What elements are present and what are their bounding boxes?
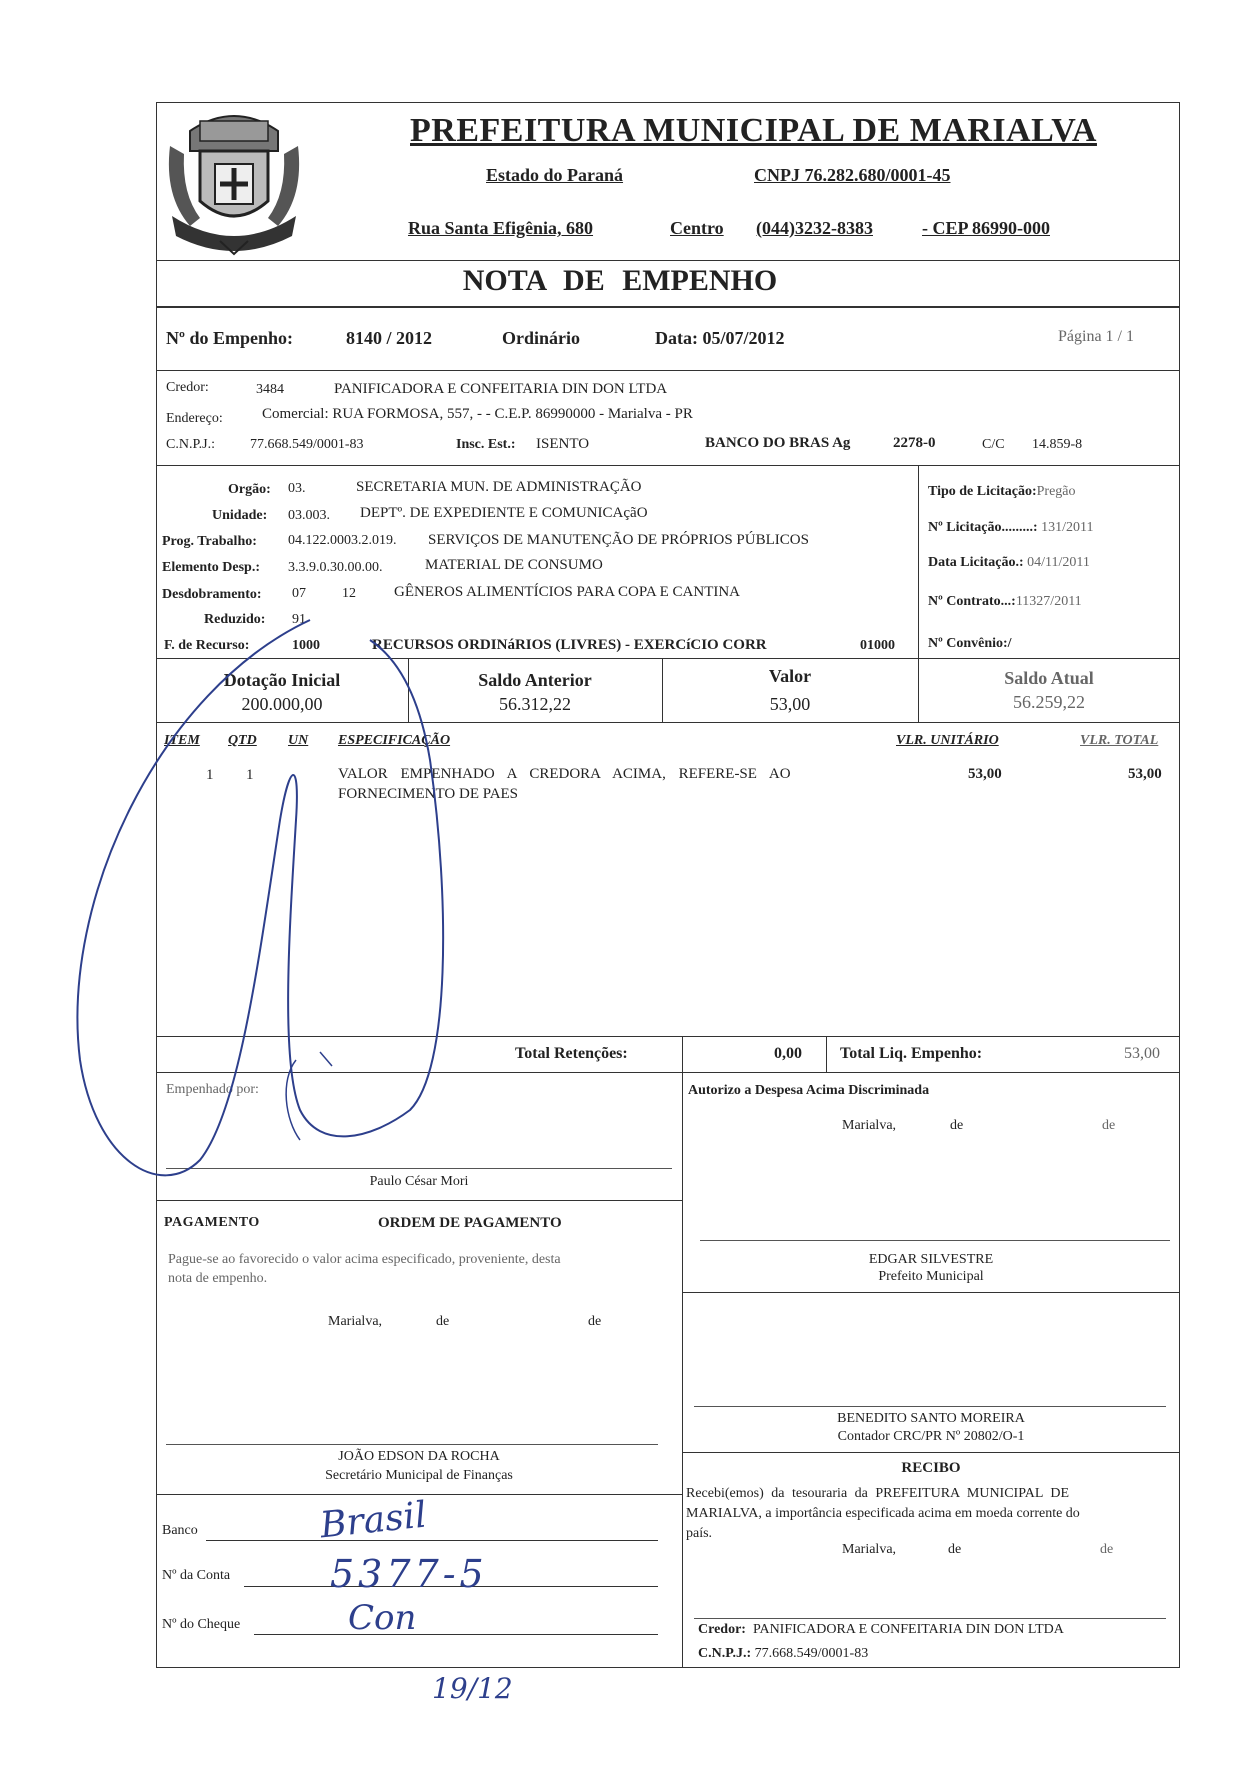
num-licitacao: 131/2011	[1041, 520, 1094, 535]
col-especificacao: ESPECIFICAÇÃO	[338, 733, 451, 748]
prog-label: Prog. Trabalho:	[162, 534, 257, 549]
saldo-atual-label: Saldo Atual	[1004, 668, 1094, 688]
saldo-anterior-value: 56.312,22	[499, 694, 571, 714]
document-title: NOTA DE EMPENHO	[462, 264, 778, 297]
cnpj-credor: 77.668.549/0001-83	[250, 437, 364, 452]
pagamento-de1: de	[436, 1314, 450, 1329]
conta-handwritten: 5377-5	[330, 1552, 488, 1596]
cc-label: C/C	[982, 437, 1005, 452]
total-retencoes-value: 0,00	[774, 1045, 802, 1062]
recibo-title: RECIBO	[901, 1460, 961, 1476]
autorizo-de1: de	[950, 1118, 964, 1133]
col-un: UN	[288, 733, 309, 748]
credor-address: Comercial: RUA FORMOSA, 557, - - C.E.P. 86990000 - Marialva - PR	[262, 406, 693, 422]
recurso-code2: 01000	[860, 638, 895, 653]
prefeito-cargo: Prefeito Municipal	[878, 1269, 984, 1284]
convenio-label: Nº Convênio:/	[928, 636, 1012, 651]
recibo-text-line3: país.	[686, 1526, 713, 1541]
recurso-name: RECURSOS ORDINáRIOS (LIVRES) - EXERCíCIO CORR	[372, 637, 767, 653]
data-licitacao-row	[928, 555, 1090, 571]
item-desc-line1: VALOR EMPENHADO A CREDORA ACIMA, REFERE-SE AO	[338, 766, 791, 782]
credor-code: 3484	[256, 382, 284, 397]
empenho-number: 8140 / 2012	[346, 328, 433, 348]
prefeito-name: EDGAR SILVESTRE	[868, 1252, 994, 1267]
item-qtd: 1	[246, 767, 254, 783]
bank-agency: 2278-0	[893, 435, 936, 451]
empenho-type: Ordinário	[502, 328, 581, 348]
unidade-code: 03.003.	[288, 508, 330, 523]
insc-value: ISENTO	[536, 436, 590, 452]
desdobramento-code2: 12	[342, 586, 356, 601]
cheque-handwritten: Con	[348, 1598, 417, 1638]
valor-value: 53,00	[769, 694, 811, 714]
orgao-name: SECRETARIA MUN. DE ADMINISTRAÇÃO	[356, 479, 642, 495]
num-licitacao-row	[928, 520, 1093, 536]
empenho-number-label: Nº do Empenho:	[166, 328, 293, 348]
endereco-label: Endereço:	[166, 411, 223, 426]
contador-cargo: Contador CRC/PR Nº 20802/O-1	[837, 1429, 1025, 1444]
item-number: 1	[206, 767, 214, 783]
desdobramento-code1: 07	[292, 586, 306, 601]
banco-handwritten: Brasil	[318, 1494, 429, 1547]
col-qtd: QTD	[228, 733, 257, 748]
recibo-text-line1: Recebi(emos) da tesouraria da PREFEITURA MUNICIPAL DE	[686, 1486, 1070, 1501]
unidade-name: DEPTº. DE EXPEDIENTE E COMUNICAçãO	[360, 505, 648, 521]
contrato-value: 11327/2011	[1015, 594, 1082, 609]
tipo-licitacao-label	[928, 484, 1076, 500]
valor-label: Valor	[768, 666, 812, 686]
prog-code: 04.122.0003.2.019.	[288, 533, 397, 548]
contador-name: BENEDITO SANTO MOREIRA	[837, 1411, 1025, 1426]
pagamento-local: Marialva,	[328, 1314, 383, 1329]
ordem-pagamento-label: ORDEM DE PAGAMENTO	[378, 1215, 562, 1231]
cheque-label: Nº do Cheque	[162, 1617, 241, 1632]
recibo-cnpj-row	[698, 1646, 868, 1662]
orgao-code: 03.	[288, 481, 306, 496]
data-licitacao-label: Data Licitação.:	[928, 555, 1024, 570]
recibo-de2: de	[1100, 1542, 1114, 1557]
desdobramento-label: Desdobramento:	[162, 587, 262, 602]
col-vlr-total: VLR. TOTAL	[1080, 733, 1159, 748]
contrato-label: Nº Contrato...:	[928, 594, 1016, 609]
item-unit-price: 53,00	[968, 766, 1002, 782]
cc-value: 14.859-8	[1032, 437, 1083, 452]
elemento-label: Elemento Desp.:	[162, 560, 260, 575]
tipo-licitacao: Pregão	[1036, 484, 1076, 499]
total-liquido-label: Total Liq. Empenho:	[840, 1045, 983, 1062]
recurso-label: F. de Recurso:	[164, 638, 250, 653]
total-retencoes-label: Total Retenções:	[515, 1045, 628, 1062]
pagamento-label: PAGAMENTO	[164, 1215, 260, 1230]
empenhado-por-label: Empenhado por:	[166, 1082, 259, 1097]
address-cep: - CEP 86990-000	[922, 218, 1050, 238]
empenho-date: Data: 05/07/2012	[655, 328, 785, 348]
autorizo-de2: de	[1102, 1118, 1116, 1133]
page-number: Página 1 / 1	[1058, 328, 1134, 345]
prog-name: SERVIÇOS DE MANUTENÇÃO DE PRÓPRIOS PÚBLICOS	[428, 532, 809, 548]
contrato-row	[928, 594, 1082, 610]
data-licitacao: 04/11/2011	[1027, 555, 1090, 570]
elemento-code: 3.3.9.0.30.00.00.	[288, 560, 383, 575]
col-item: ITEM	[164, 733, 200, 748]
recibo-credor-label: Credor:	[698, 1622, 746, 1637]
pagamento-text-line1: Pague-se ao favorecido o valor acima especificado, proveniente, desta	[168, 1252, 561, 1267]
banco-label: Banco	[162, 1523, 198, 1538]
col-vlr-unitario: VLR. UNITÁRIO	[896, 733, 999, 748]
page-title: PREFEITURA MUNICIPAL DE MARIALVA	[410, 112, 1097, 149]
credor-name: PANIFICADORA E CONFEITARIA DIN DON LTDA	[334, 381, 668, 397]
estado-label: Estado do Paraná	[486, 165, 624, 185]
secretario-name: JOÃO EDSON DA ROCHA	[338, 1449, 500, 1464]
address-phone: (044)3232-8383	[756, 218, 873, 238]
insc-label: Insc. Est.:	[456, 437, 516, 452]
total-liquido-value: 53,00	[1124, 1045, 1160, 1062]
saldo-anterior-label: Saldo Anterior	[478, 670, 592, 690]
cnpj-label: CNPJ 76.282.680/0001-45	[754, 165, 951, 185]
num-licitacao-label: Nº Licitação.........:	[928, 520, 1038, 535]
autorizo-local: Marialva,	[842, 1118, 897, 1133]
secretario-cargo: Secretário Municipal de Finanças	[325, 1468, 513, 1483]
dotacao-inicial-label: Dotação Inicial	[223, 670, 341, 690]
bank-name: BANCO DO BRAS Ag	[705, 435, 851, 451]
recibo-de1: de	[948, 1542, 962, 1557]
recibo-local: Marialva,	[842, 1542, 897, 1557]
orgao-label: Orgão:	[228, 482, 271, 497]
empenhado-por-name: Paulo César Mori	[369, 1174, 469, 1189]
tipo-licitacao-label-text: Tipo de Licitação:	[928, 484, 1037, 499]
reduzido-value: 91	[292, 612, 306, 627]
autorizo-label: Autorizo a Despesa Acima Discriminada	[688, 1083, 930, 1098]
pagamento-text-line2: nota de empenho.	[168, 1271, 268, 1286]
recibo-credor-name: PANIFICADORA E CONFEITARIA DIN DON LTDA	[752, 1622, 1064, 1637]
saldo-atual-value: 56.259,22	[1013, 692, 1085, 712]
conta-label: Nº da Conta	[162, 1568, 231, 1583]
recibo-cnpj: 77.668.549/0001-83	[754, 1646, 869, 1661]
recibo-cnpj-label: C.N.P.J.:	[698, 1646, 752, 1661]
recurso-code: 1000	[292, 638, 320, 653]
address-district: Centro	[670, 218, 724, 238]
pagamento-de2: de	[588, 1314, 602, 1329]
item-desc-line2: FORNECIMENTO DE PAES	[338, 786, 519, 802]
credor-label: Credor:	[166, 380, 209, 395]
address-street: Rua Santa Efigênia, 680	[408, 218, 594, 238]
page-handwritten-number: 19/12	[432, 1672, 513, 1705]
reduzido-label: Reduzido:	[204, 612, 266, 627]
recibo-credor-row	[698, 1622, 1064, 1638]
dotacao-inicial-value: 200.000,00	[241, 694, 323, 714]
recibo-text-line2: MARIALVA, a importância especificada acima em moeda corrente do	[686, 1506, 1080, 1521]
item-total-price: 53,00	[1128, 766, 1162, 782]
desdobramento-name: GÊNEROS ALIMENTÍCIOS PARA COPA E CANTINA	[394, 584, 741, 600]
elemento-name: MATERIAL DE CONSUMO	[425, 557, 603, 573]
cnpj-credor-label: C.N.P.J.:	[166, 437, 216, 452]
unidade-label: Unidade:	[212, 508, 268, 523]
